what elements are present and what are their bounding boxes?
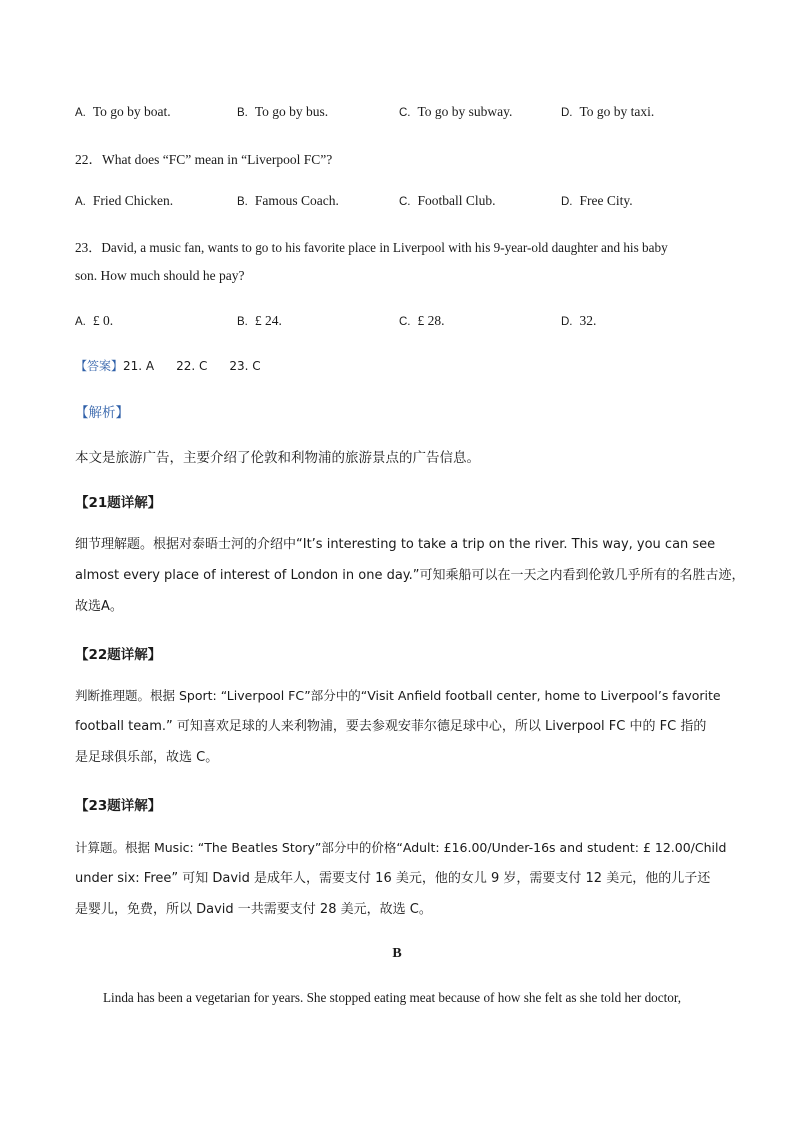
option-label: D. — [561, 316, 573, 328]
option-label: D. — [561, 107, 573, 119]
option-text: £ 24. — [254, 313, 282, 328]
detail-21-heading: 【21题详解】 — [75, 495, 162, 511]
option-text: 32. — [579, 313, 597, 328]
option-text: To go by subway. — [417, 104, 513, 119]
analysis-heading: 【解析】 — [75, 405, 129, 421]
detail-23-body — [75, 832, 727, 925]
q23-option-c — [399, 313, 445, 329]
q23-question-line2: son. How much should he pay? — [75, 268, 245, 283]
option-label: B. — [237, 316, 248, 328]
answer-line — [75, 357, 261, 374]
detail-22-line2: football team.” 可知喜欢足球的人来利物浦，要去参观安菲尔德足球中心，所以 Liverpool FC 中的 FC 指的 — [75, 719, 707, 734]
option-label: B. — [237, 196, 248, 208]
q21-option-d — [561, 104, 654, 120]
detail-21-line2: almost every place of interest of London in one day.”可知乘船可以在一天之内看到伦敦几乎所有的名胜古迹， — [75, 568, 745, 583]
option-label: C. — [399, 196, 411, 208]
detail-23-line3: 是婴儿，免费，所以 David 一共需要支付 28 美元，故选 C。 — [75, 902, 432, 917]
q23-option-a — [75, 313, 113, 329]
detail-21-line3: 故选A。 — [75, 599, 123, 614]
section-first-line: Linda has been a vegetarian for years. She stopped eating meat because of how she felt as she told her doctor, — [103, 990, 682, 1005]
option-text: Free City. — [579, 193, 633, 208]
option-text: To go by taxi. — [579, 104, 655, 119]
option-text: £ 28. — [417, 313, 445, 328]
option-text: Famous Coach. — [254, 193, 339, 208]
answer-item: 23. C — [229, 359, 261, 373]
detail-23-heading: 【23题详解】 — [75, 798, 162, 814]
detail-21-body — [75, 529, 745, 622]
option-text: Football Club. — [417, 193, 496, 208]
detail-22-line1: 判断推理题。根据 Sport: “Liverpool FC”部分中的“Visit Anfield football center, home to Liverpool’s favorite — [75, 688, 721, 703]
option-label: A. — [75, 107, 86, 119]
option-text: To go by boat. — [92, 104, 171, 119]
analysis-summary: 本文是旅游广告，主要介绍了伦敦和利物浦的旅游景点的广告信息。 — [75, 450, 480, 466]
q23-question-line1: 23．David, a music fan, wants to go to his favorite place in Liverpool with his 9-year-old daughter and his baby — [75, 240, 668, 255]
option-text: Fried Chicken. — [92, 193, 174, 208]
option-text: £ 0. — [92, 313, 114, 328]
answer-item: 22. C — [176, 359, 208, 373]
option-label: C. — [399, 107, 411, 119]
option-label: A. — [75, 196, 86, 208]
q22-option-d — [561, 193, 633, 209]
q23-option-b — [237, 313, 282, 329]
detail-22-line3: 是足球俱乐部，故选 C。 — [75, 750, 219, 765]
q22-option-a — [75, 193, 173, 209]
detail-22-body — [75, 680, 720, 773]
option-label: D. — [561, 196, 573, 208]
section-title: B — [392, 946, 402, 961]
detail-23-line1: 计算题。根据 Music: “The Beatles Story”部分中的价格“Adult: £16.00/Under-16s and student: £ 12.00/Child — [75, 840, 727, 855]
detail-23-line2: under six: Free” 可知 David 是成年人，需要支付 16 美元，他的女儿 9 岁，需要支付 12 美元，他的儿子还 — [75, 871, 711, 886]
option-text: To go by bus. — [254, 104, 329, 119]
q21-option-a — [75, 104, 171, 120]
q22-option-b — [237, 193, 339, 209]
detail-22-heading: 【22题详解】 — [75, 647, 162, 663]
option-label: A. — [75, 316, 86, 328]
q23-option-d — [561, 313, 596, 329]
answer-heading: 【答案】 — [75, 359, 124, 373]
detail-21-line1: 细节理解题。根据对泰晤士河的介绍中“It’s interesting to take a trip on the river. This way, you can see — [75, 537, 716, 552]
q21-option-b — [237, 104, 328, 120]
q21-option-c — [399, 104, 512, 120]
answer-item: 21. A — [123, 359, 155, 373]
q22-question: 22．What does “FC” mean in “Liverpool FC”? — [75, 152, 333, 167]
option-label: B. — [237, 107, 248, 119]
option-label: C. — [399, 316, 411, 328]
q22-option-c — [399, 193, 496, 209]
